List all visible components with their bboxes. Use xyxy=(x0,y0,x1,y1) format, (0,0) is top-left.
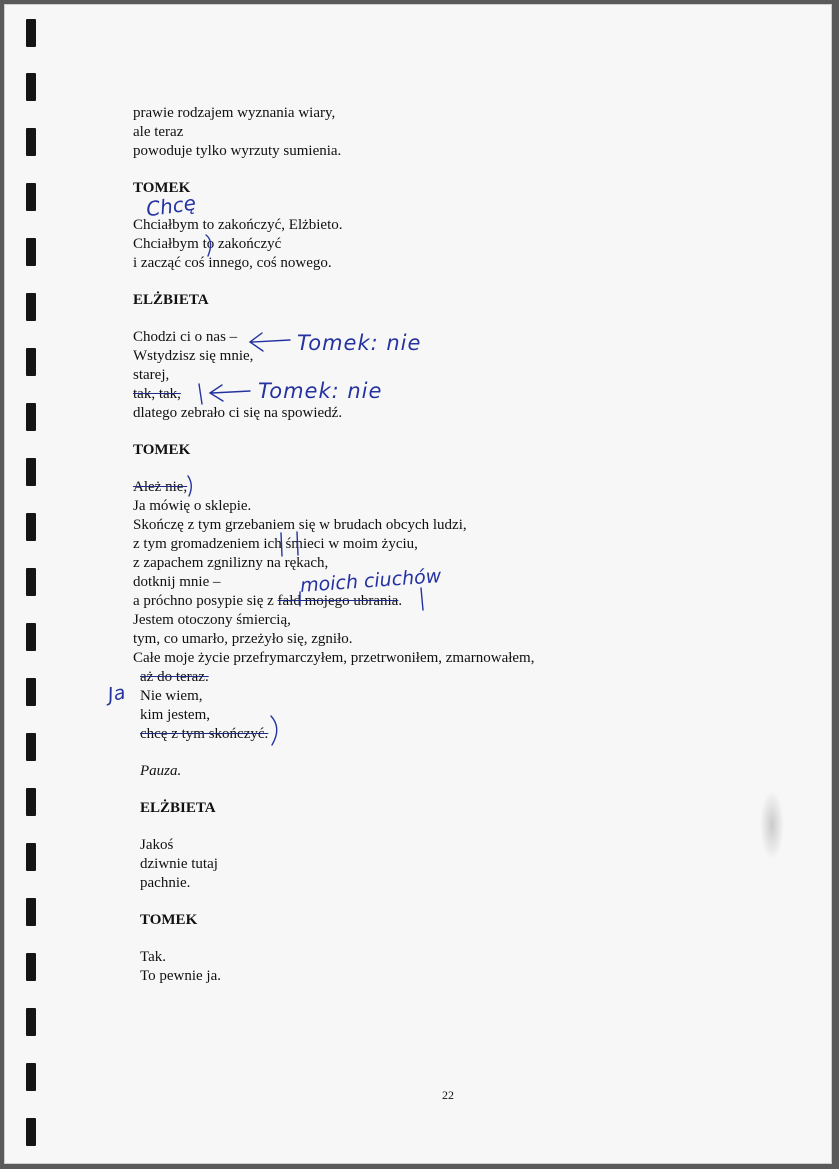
dialogue-line: Chciałbym to zakończyć, Elżbieto. xyxy=(133,217,343,233)
struck-phrase: fałd mojego ubrania xyxy=(277,593,399,609)
dialogue-line: dziwnie tutaj xyxy=(140,856,218,872)
dialogue-line: Chciałbym to zakończyć xyxy=(133,236,282,252)
dialogue-line: To pewnie ja. xyxy=(140,968,222,984)
binding-hole xyxy=(26,843,36,871)
struck-line: aż do teraz. xyxy=(140,669,209,685)
binding-hole xyxy=(26,183,36,211)
dialogue-line: z zapachem zgnilizny na rękach, xyxy=(133,555,329,571)
dialogue-line: Chodzi ci o nas – xyxy=(133,329,238,345)
speaker-name: TOMEK xyxy=(140,912,198,928)
dialogue-line: Skończę z tym grzebaniem się w brudach obcych ludzi, xyxy=(133,517,467,533)
dialogue-line: i zacząć coś innego, coś nowego. xyxy=(133,255,332,271)
struck-line: Ależ nie, xyxy=(133,479,188,495)
binding-hole xyxy=(26,513,36,541)
binding-hole xyxy=(26,238,36,266)
handwritten-note: Tomek: nie xyxy=(297,331,422,355)
dialogue-line: ale teraz xyxy=(133,124,184,140)
dialogue-line: Wstydzisz się mnie, xyxy=(133,348,254,364)
handwritten-note: moich ciuchów xyxy=(299,565,442,597)
dialogue-line: tym, co umarło, przeżyło się, zgniło. xyxy=(133,631,353,647)
speaker-name: TOMEK xyxy=(133,442,191,458)
dialogue-line: prawie rodzajem wyznania wiary, xyxy=(133,105,336,121)
binding-hole xyxy=(26,898,36,926)
dialogue-line: Jakoś xyxy=(140,837,174,853)
binding-hole xyxy=(26,348,36,376)
binding-hole xyxy=(26,1008,36,1036)
handwritten-note: Tomek: nie xyxy=(258,379,383,403)
dialogue-line: dlatego zebrało ci się na spowiedź. xyxy=(133,405,343,421)
struck-line: tak, tak, xyxy=(133,386,181,402)
dialogue-line: Całe moje życie przefrymarczyłem, przetrwoniłem, zmarnowałem, xyxy=(133,650,535,666)
binding-hole xyxy=(26,19,36,47)
speaker-name: ELŻBIETA xyxy=(140,800,216,816)
dialogue-line: powoduje tylko wyrzuty sumienia. xyxy=(133,143,342,159)
scan-smudge xyxy=(760,790,784,860)
binding-hole xyxy=(26,733,36,761)
dialogue-line: z tym gromadzeniem ich śmieci w moim życiu, xyxy=(133,536,418,552)
speaker-name: TOMEK xyxy=(133,180,191,196)
binding-hole xyxy=(26,73,36,101)
binding-hole xyxy=(26,1118,36,1146)
binding-hole xyxy=(26,678,36,706)
handwritten-note: Ja xyxy=(106,681,128,707)
binding-hole xyxy=(26,293,36,321)
binding-hole xyxy=(26,458,36,486)
dialogue-line: Ja mówię o sklepie. xyxy=(133,498,252,514)
stage-direction: Pauza. xyxy=(140,763,182,779)
dialogue-line: Tak. xyxy=(140,949,167,965)
line-part: a próchno posypie się z xyxy=(133,593,278,609)
dialogue-line: pachnie. xyxy=(140,875,191,891)
page-number: 22 xyxy=(442,1088,454,1102)
binding-hole xyxy=(26,128,36,156)
binding-hole xyxy=(26,403,36,431)
binding-hole xyxy=(26,568,36,596)
dialogue-line: dotknij mnie – xyxy=(133,574,221,590)
dialogue-line: kim jestem, xyxy=(140,707,210,723)
binding-hole xyxy=(26,788,36,816)
binding-hole xyxy=(26,1063,36,1091)
line-part: . xyxy=(398,593,403,609)
struck-line: chcę z tym skończyć. xyxy=(140,726,269,742)
dialogue-line: starej, xyxy=(133,367,170,383)
binding-hole xyxy=(26,953,36,981)
binding-hole xyxy=(26,623,36,651)
dialogue-line: Jestem otoczony śmiercią, xyxy=(133,612,291,628)
handwritten-note: Chcę xyxy=(144,190,198,222)
dialogue-line xyxy=(133,592,402,610)
speaker-name: ELŻBIETA xyxy=(133,292,209,308)
dialogue-line: Nie wiem, xyxy=(140,688,203,704)
